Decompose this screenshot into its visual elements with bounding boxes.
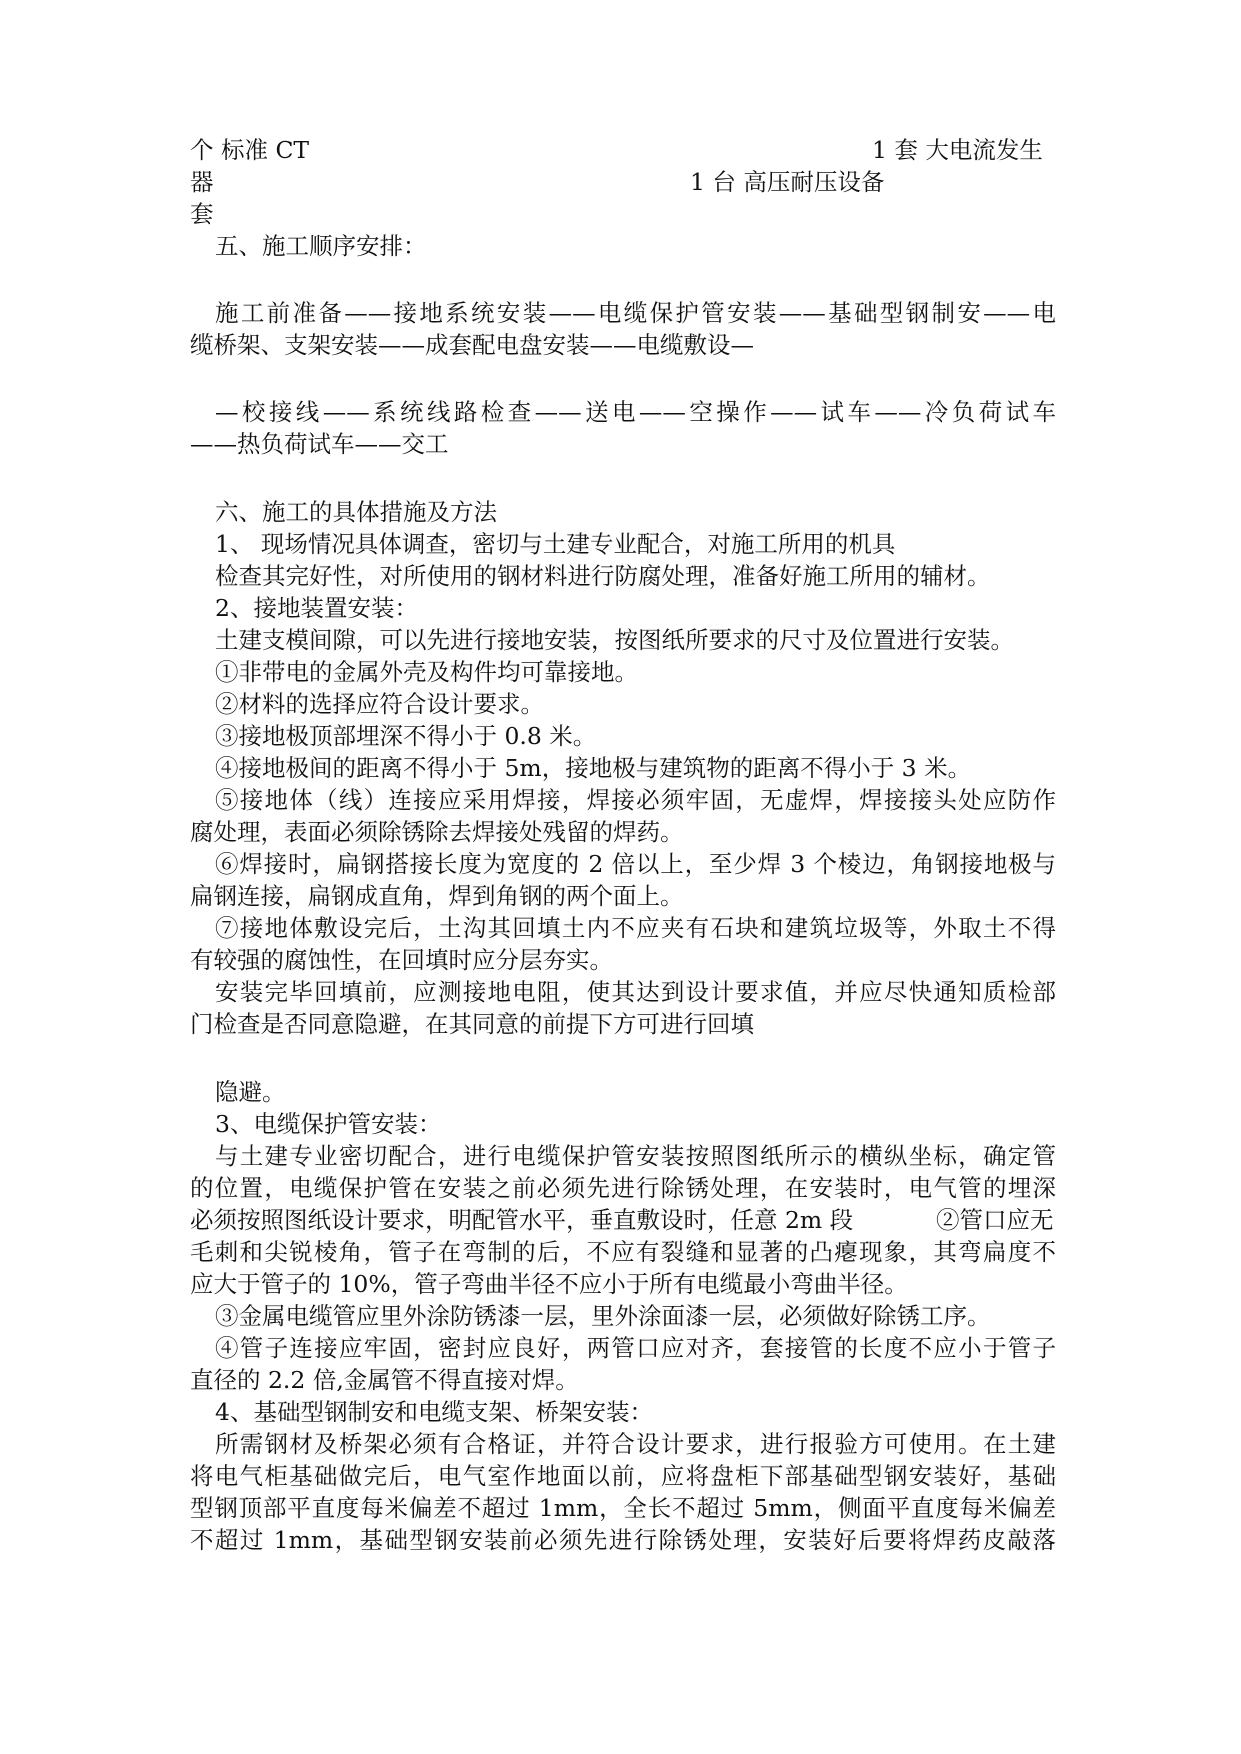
grounding-item-6b: 扁钢连接，扁钢成直角，焊到角钢的两个面上。: [190, 882, 684, 910]
grounding-item-7b: 有较强的腐蚀性，在回填时应分层夯实。: [190, 946, 613, 974]
equipment-row-2-right: 1 台 高压耐压设备: [690, 168, 885, 196]
conduit-item-4a: ④管子连接应牢固，密封应良好，两管口应对齐，套接管的长度不应小于管子: [215, 1334, 1056, 1362]
paragraph-3-line-3-left: 必须按照图纸设计要求，明配管水平，垂直敷设时，任意 2m 段: [190, 1206, 854, 1234]
grounding-item-3: ③接地极顶部埋深不得小于 0.8 米。: [215, 722, 597, 750]
conduit-item-4b: 直径的 2.2 倍,金属管不得直接对焊。: [190, 1366, 579, 1394]
flow-line-2a: —校接线——系统线路检查——送电——空操作——试车——冷负荷试车: [215, 398, 1056, 426]
paragraph-4-line-2: 将电气柜基础做完后，电气室作地面以前，应将盘柜下部基础型钢安装好，基础: [190, 1462, 1056, 1490]
paragraph-4-line-3: 型钢顶部平直度每米偏差不超过 1mm，全长不超过 5mm，侧面平直度每米偏差: [190, 1494, 1056, 1522]
paragraph-3-title: 3、电缆保护管安装：: [215, 1110, 442, 1138]
paragraph-1-line-b: 检查其完好性，对所使用的钢材料进行防腐处理，准备好施工所用的辅材。: [215, 562, 991, 590]
grounding-item-8c: 隐避。: [215, 1078, 286, 1106]
paragraph-3-line-5: 应大于管子的 10%，管子弯曲半径不应小于所有电缆最小弯曲半径。: [190, 1270, 908, 1298]
paragraph-3-line-2: 的位置，电缆保护管在安装之前必须先进行除锈处理，在安装时，电气管的埋深: [190, 1174, 1056, 1202]
grounding-item-6a: ⑥焊接时，扁钢搭接长度为宽度的 2 倍以上，至少焊 3 个棱边，角钢接地极与: [215, 850, 1056, 878]
flow-line-1a: 施工前准备——接地系统安装——电缆保护管安装——基础型钢制安——电: [215, 299, 1056, 327]
paragraph-4-line-4: 不超过 1mm，基础型钢安装前必须先进行除锈处理，安装好后要将焊药皮敲落: [190, 1526, 1056, 1554]
paragraph-4-title: 4、基础型钢制安和电缆支架、桥架安装：: [215, 1398, 653, 1426]
grounding-item-2: ②材料的选择应符合设计要求。: [215, 690, 544, 718]
grounding-item-7a: ⑦接地体敷设完后，土沟其回填土内不应夹有石块和建筑垃圾等，外取土不得: [215, 914, 1056, 942]
paragraph-2-title: 2、接地装置安装：: [215, 594, 418, 622]
paragraph-4-line-1: 所需钢材及桥架必须有合格证，并符合设计要求，进行报验方可使用。在土建: [215, 1430, 1056, 1458]
grounding-item-8b: 门检查是否同意隐避，在其同意的前提下方可进行回填: [190, 1010, 754, 1038]
grounding-item-5a: ⑤接地体（线）连接应采用焊接，焊接必须牢固，无虚焊，焊接接头处应防作: [215, 786, 1056, 814]
conduit-item-3: ③金属电缆管应里外涂防锈漆一层，里外涂面漆一层，必须做好除锈工序。: [215, 1302, 991, 1330]
grounding-item-5b: 腐处理，表面必须除锈除去焊接处残留的焊药。: [190, 818, 684, 846]
paragraph-2-line-a: 土建支模间隙，可以先进行接地安装，按图纸所要求的尺寸及位置进行安装。: [215, 626, 1014, 654]
section-6-title: 六、施工的具体措施及方法: [215, 498, 497, 526]
paragraph-3-line-1: 与土建专业密切配合，进行电缆保护管安装按照图纸所示的横纵坐标，确定管: [215, 1142, 1056, 1170]
equipment-row-1-right: 1 套 大电流发生: [872, 136, 1043, 164]
section-5-title: 五、施工顺序安排：: [215, 232, 427, 260]
equipment-row-1-left: 个 标准 CT: [190, 136, 310, 164]
paragraph-1-line-a: 1、 现场情况具体调查，密切与土建专业配合，对施工所用的机具: [215, 530, 896, 558]
flow-line-2b: ——热负荷试车——交工: [190, 430, 449, 458]
grounding-item-4: ④接地极间的距离不得小于 5m，接地极与建筑物的距离不得小于 3 米。: [215, 754, 972, 782]
paragraph-3-line-3-right: ②管口应无: [936, 1206, 1054, 1234]
equipment-row-2-left: 器: [190, 168, 214, 196]
paragraph-3-line-4: 毛刺和尖锐棱角，管子在弯制的后，不应有裂缝和显著的凸瘪现象，其弯扁度不: [190, 1238, 1056, 1266]
grounding-item-1: ①非带电的金属外壳及构件均可靠接地。: [215, 658, 638, 686]
equipment-row-3-left: 套: [190, 200, 214, 228]
flow-line-1b: 缆桥架、支架安装——成套配电盘安装——电缆敷设—: [190, 331, 754, 359]
grounding-item-8a: 安装完毕回填前，应测接地电阻，使其达到设计要求值，并应尽快通知质检部: [215, 978, 1056, 1006]
